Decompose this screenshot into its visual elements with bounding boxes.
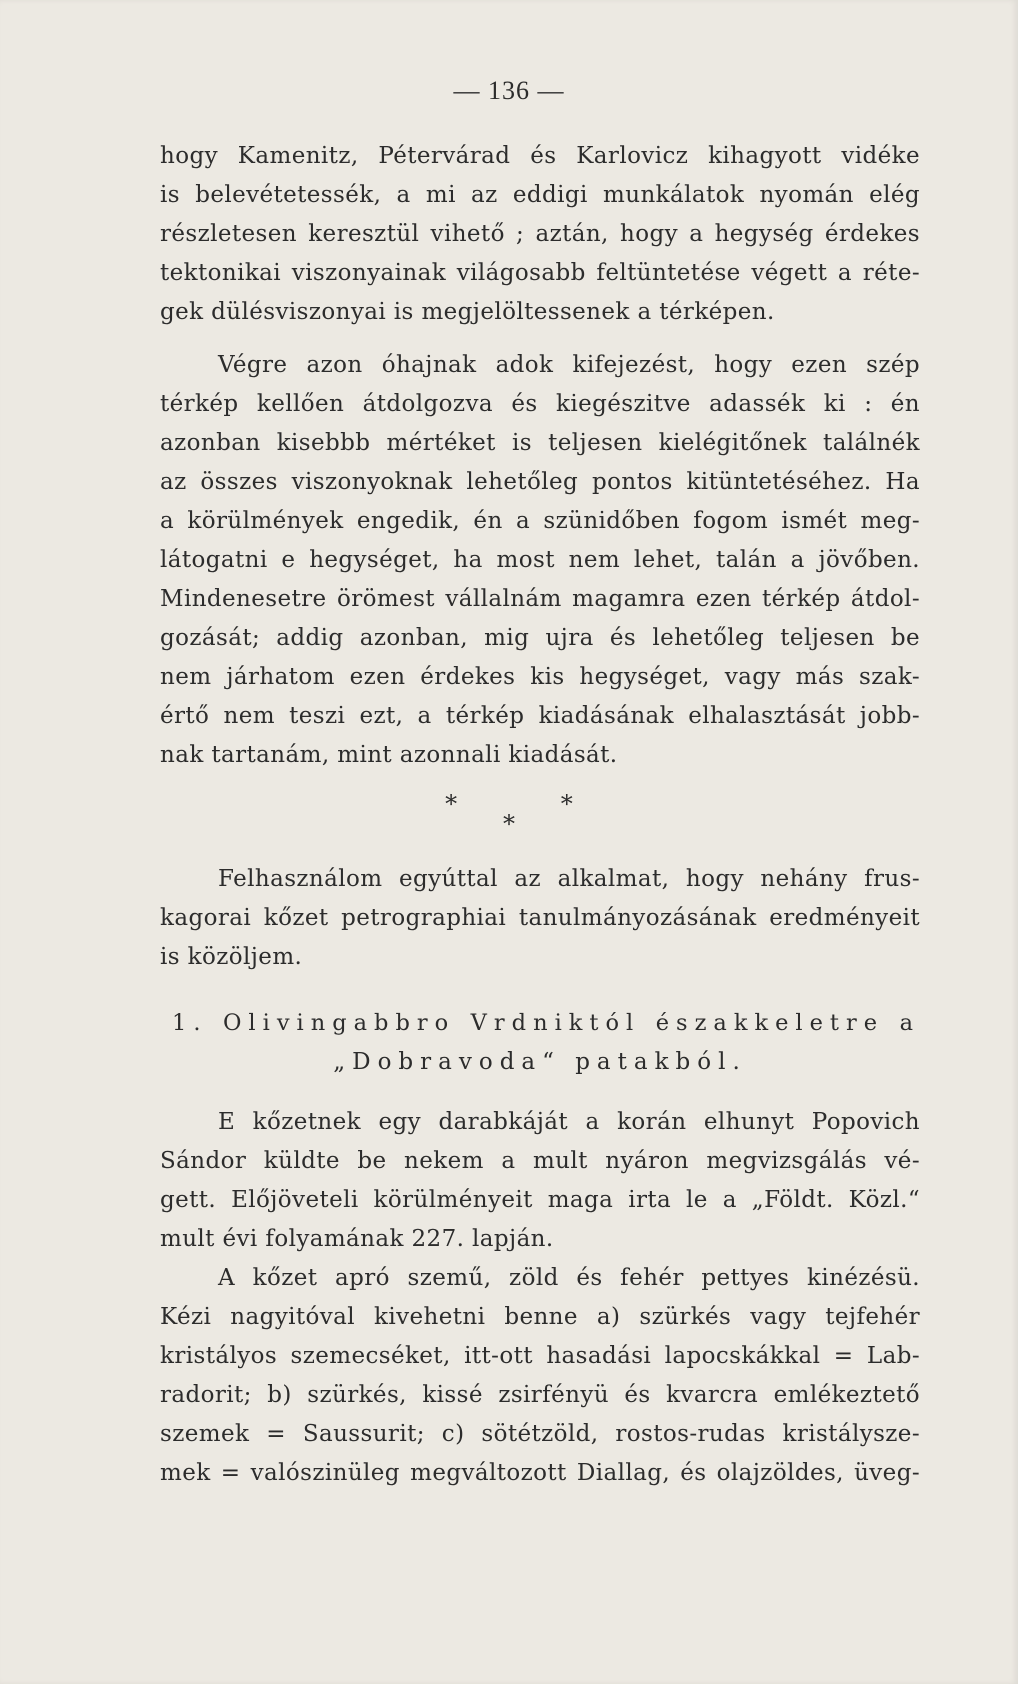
text-line: is közöljem. bbox=[160, 944, 303, 970]
paragraph-5 bbox=[160, 1259, 920, 1493]
text-line: térkép kellően átdolgozva és kiegészitve adassék ki : én bbox=[160, 391, 920, 417]
text-line: részletesen keresztül vihető ; aztán, hogy a hegység érdekes bbox=[160, 221, 920, 247]
text-line: Kézi nagyitóval kivehetni benne a) szürkés vagy tejfehér bbox=[160, 1304, 920, 1330]
text-line: nem járhatom ezen érdekes kis hegységet, vagy más szak- bbox=[160, 664, 920, 690]
text-line: a körülmények engedik, én a szünidőben fogom ismét meg- bbox=[160, 508, 920, 534]
paragraph-2 bbox=[160, 346, 920, 775]
text-line: mult évi folyamának 227. lapján. bbox=[160, 1226, 554, 1252]
section-separator bbox=[0, 790, 1018, 838]
text-line: az összes viszonyoknak lehetőleg pontos kitüntetéséhez. Ha bbox=[160, 469, 920, 495]
text-line: radorit; b) szürkés, kissé zsirfényü és kvarcra emlékeztető bbox=[160, 1382, 920, 1408]
asterisk-row: * bbox=[503, 810, 515, 838]
section-heading bbox=[160, 1004, 920, 1082]
asterisk-row: * * bbox=[445, 790, 621, 818]
paragraph-1 bbox=[160, 137, 920, 332]
text-line: kristályos szemecséket, itt-ott hasadási lapocskákkal = Lab- bbox=[160, 1343, 920, 1369]
text-line: szemek = Saussurit; c) sötétzöld, rostos-rudas kristálysze- bbox=[160, 1421, 920, 1447]
text-line: nak tartanám, mint azonnali kiadását. bbox=[160, 742, 618, 768]
text-line: A kőzet apró szemű, zöld és fehér pettyes kinézésü. bbox=[218, 1265, 920, 1291]
text-line: gek dülésviszonyai is megjelöltessenek a térképen. bbox=[160, 299, 775, 325]
text-line: Mindenesetre örömest vállalnám magamra ezen térkép átdol- bbox=[160, 586, 920, 612]
text-line: Sándor küldte be nekem a mult nyáron megvizsgálás vé- bbox=[160, 1148, 920, 1174]
text-line: tektonikai viszonyainak világosabb feltüntetése végett a réte- bbox=[160, 260, 920, 286]
text-line: gozását; addig azonban, mig ujra és lehetőleg teljesen be bbox=[160, 625, 920, 651]
heading-line: 1. Olivingabbro Vrdniktól északkeletre a bbox=[172, 1010, 920, 1036]
text-line: látogatni e hegységet, ha most nem lehet, talán a jövőben. bbox=[160, 547, 920, 573]
text-line: mek = valószinüleg megváltozott Diallag, és olajzöldes, üveg- bbox=[160, 1460, 920, 1486]
text-line: E kőzetnek egy darabkáját a korán elhunyt Popovich bbox=[218, 1109, 920, 1135]
text-line: gett. Előjöveteli körülményeit maga irta le a „Földt. Közl.“ bbox=[160, 1187, 920, 1213]
paragraph-4 bbox=[160, 1103, 920, 1259]
text-line: kagorai kőzet petrographiai tanulmányozásának eredményeit bbox=[160, 905, 920, 931]
text-line: azonban kisebbb mértéket is teljesen kielégitőnek találnék bbox=[160, 430, 920, 456]
text-line: Felhasználom egyúttal az alkalmat, hogy nehány frus- bbox=[218, 866, 920, 892]
heading-line: „Dobravoda“ patakból. bbox=[333, 1049, 747, 1075]
text-line: is belevétetessék, a mi az eddigi munkálatok nyomán elég bbox=[160, 182, 920, 208]
page-number: — 136 — bbox=[453, 76, 565, 105]
text-line: Végre azon óhajnak adok kifejezést, hogy ezen szép bbox=[218, 352, 920, 378]
text-line: értő nem teszi ezt, a térkép kiadásának elhalasztását jobb- bbox=[160, 703, 920, 729]
text-line: hogy Kamenitz, Pétervárad és Karlovicz kihagyott vidéke bbox=[160, 143, 920, 169]
paragraph-3 bbox=[160, 860, 920, 977]
